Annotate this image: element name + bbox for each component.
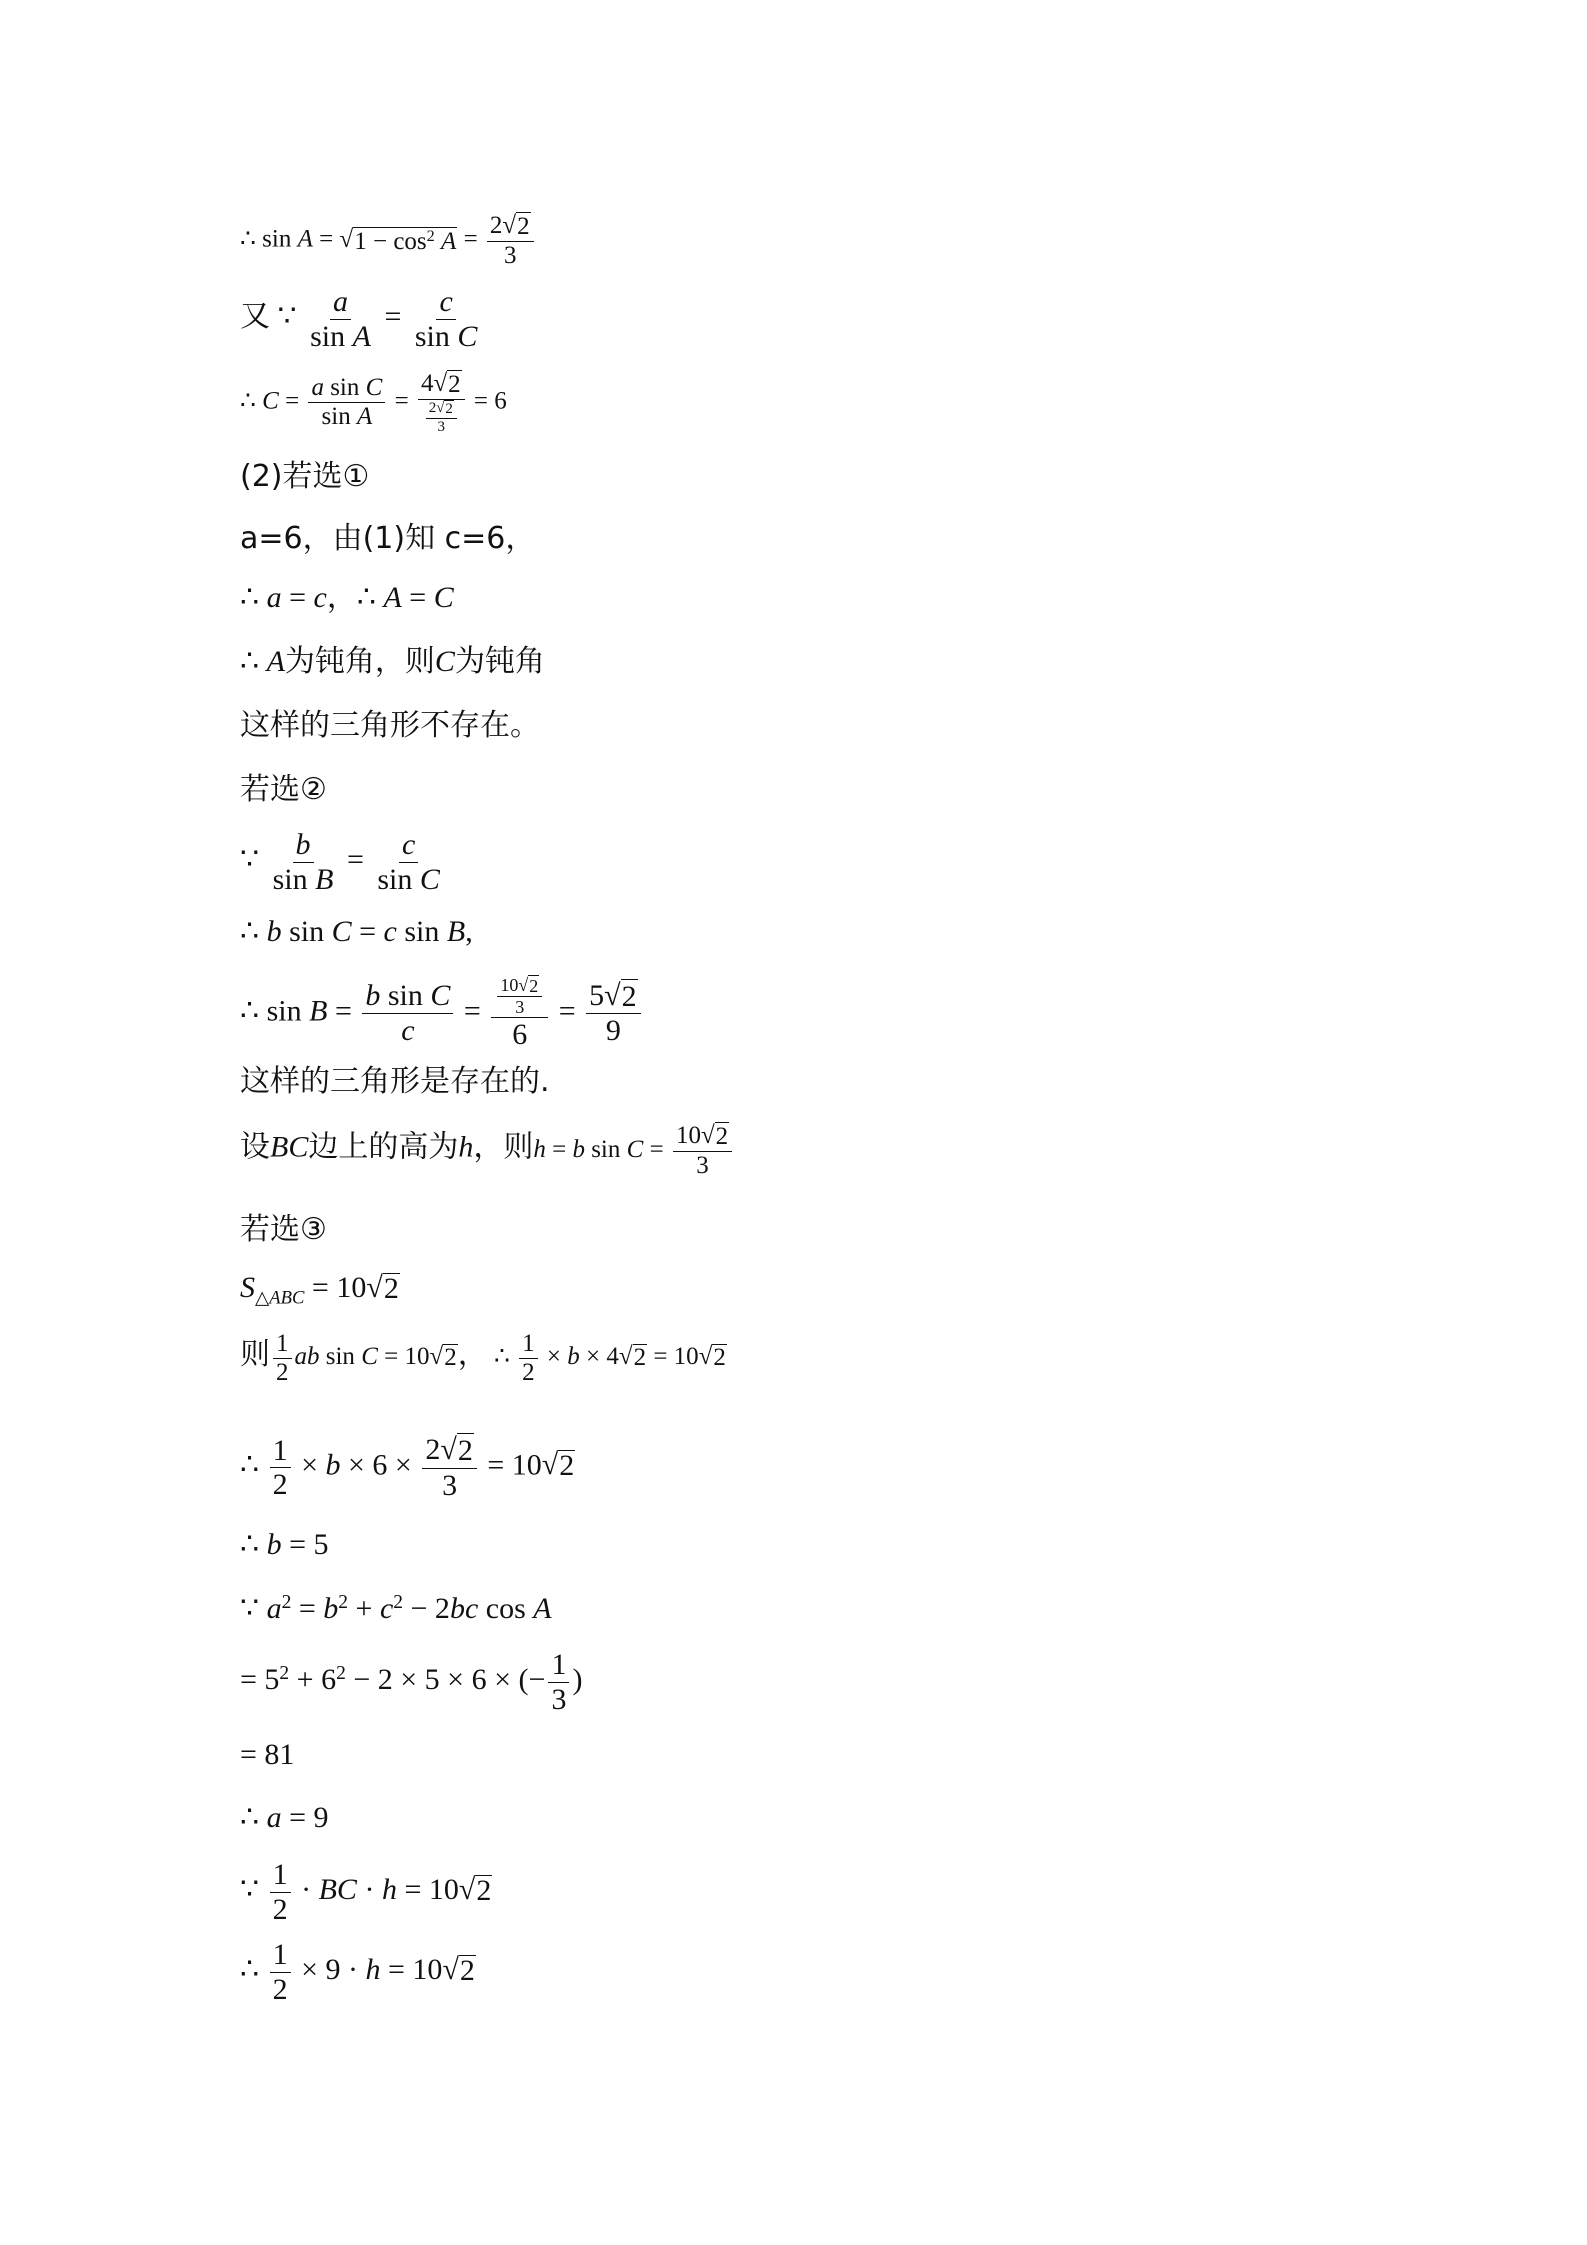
line-case1-given: a=6，由(1)知 c=6， [240, 521, 536, 556]
line-case2-conclusion: 这样的三角形是存在的. [240, 1064, 550, 1099]
line-c-value: ∴ C = $\frac{\text{a sin C}}{\text{sin A}}$ = 4 √ 2 2 √ 2 3 = 6 [240, 370, 507, 435]
line-case3-area: $S_{\triangle ABC} = 10$ √ 2 [240, 1271, 399, 1309]
line-case3-cosine-sub: = $5^2 + 6^2 - 2 \times 5 \times 6$ × (− $\frac{1}{3}$ ) [240, 1648, 583, 1716]
line-case3-cosine-law: ∵ $a^2 = b^2 + c^2 - 2bc$ cos A [240, 1591, 552, 1625]
line-case1-equal: ∴ a = c，∴ A = C [240, 580, 454, 615]
line-sinA-value: ∴ sin A = √ $1 - \cos^2 A$ = 2 √ 2 3 [240, 212, 537, 270]
line-case3-heading: 若选③ [240, 1212, 327, 1247]
line-case3-height-sub: ∴ $\frac{1}{2}$ × 9 · h = 10 √ 2 [240, 1938, 475, 2006]
line-case3-area-formula: 则 $\frac{1}{2}$ ab sin C = 10 √ 2 ， ∴ $\frac{1}{2}$ × b × 4 √ 2 = 10 √ 2 [240, 1330, 726, 1386]
line-case1-obtuse: ∴ A为钝角，则C为钝角 [240, 644, 545, 679]
line-case3-81: = 81 [240, 1738, 295, 1771]
line-law-of-sines-ac: 又 ∵ $\frac{a}{\text{sin A}}$ = $\frac{c}{\text{sin C}}$ [240, 285, 478, 353]
line-case1-heading: (2)若选① [240, 459, 370, 494]
line-case1-conclusion: 这样的三角形不存在。 [240, 708, 540, 743]
line-case2-law: ∵ $\frac{b}{\text{sin B}}$ = $\frac{c}{\text{sin C}}$ [240, 828, 440, 896]
line-case2-sinB: ∴ sin B = $\frac{\text{b sin C}}{c}$ = 10 √ 2 3 6 = 5 √ 2 9 [240, 975, 644, 1052]
line-case3-b: ∴ b = 5 [240, 1528, 329, 1561]
line-case3-substitute: ∴ $\frac{1}{2}$ × b × 6 × 2 √ 2 3 = 10 √ 2 [240, 1433, 575, 1502]
line-case3-a: ∴ a = 9 [240, 1801, 329, 1834]
line-case2-height: 设BC边上的高为h，则h = b sin C = 10 √ 2 3 [240, 1122, 735, 1180]
line-case2-heading: 若选② [240, 772, 327, 807]
line-case3-height-eq: ∵ $\frac{1}{2}$ · BC · h = 10 √ 2 [240, 1858, 492, 1926]
line-case2-product: ∴ b sin C = c sin B, [240, 915, 473, 948]
